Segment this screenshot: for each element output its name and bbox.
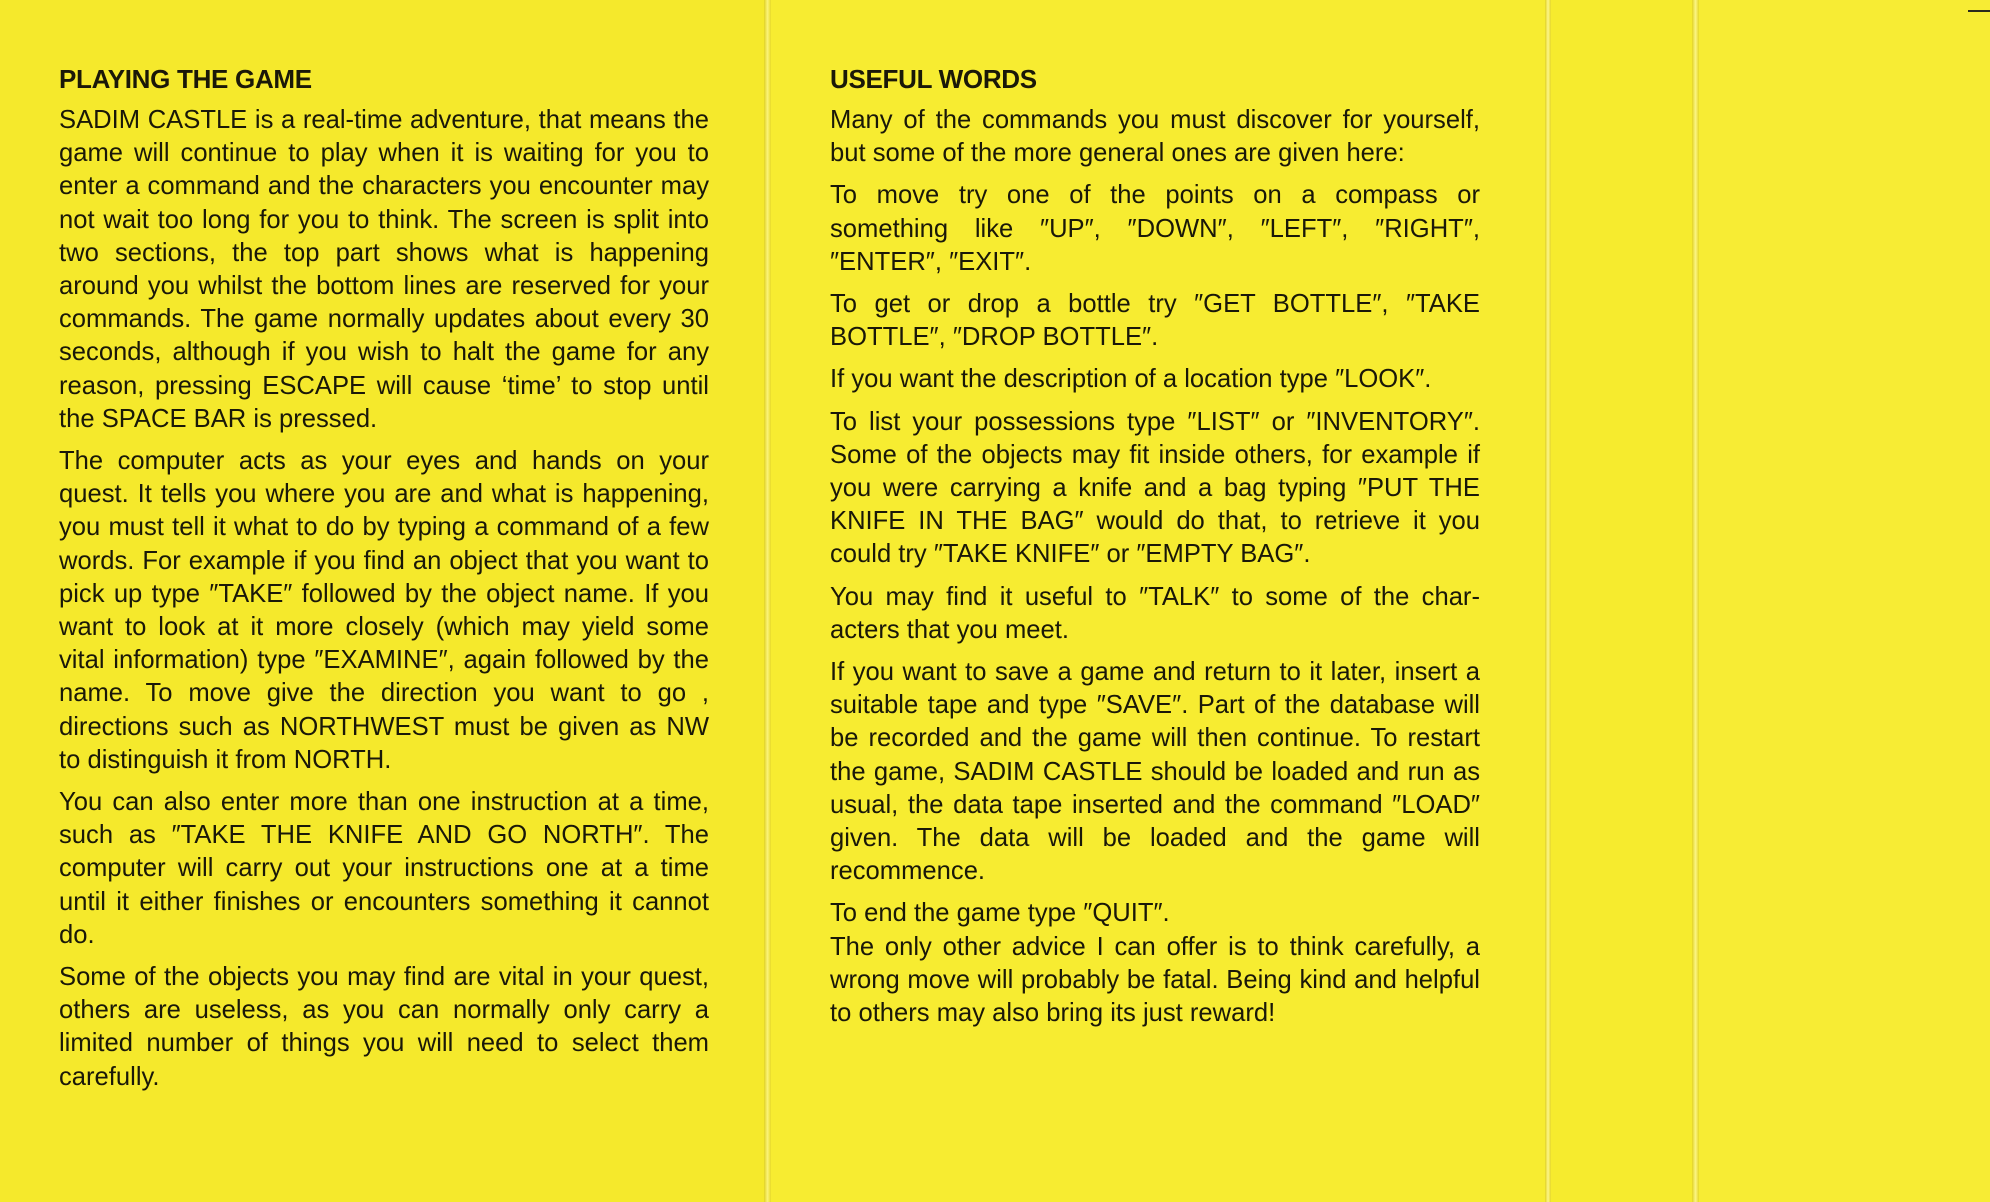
inlay-flap-panel bbox=[1698, 0, 1990, 1202]
paragraph: If you want to save a game and return to it later, insert a suitable tape and type ″SAVE″. Part of the database will be recorded and the game will then continue. To restart the game, SADIM CASTLE should be loaded and run as usual, the data tape inserted and the command ″LOAD″ given. The data will be loaded and the game will recommence. bbox=[830, 658, 1480, 886]
paragraph: The computer acts as your eyes and hands on your quest. It tells you where you are and what is happening, you must tell it what to do by typing a command of a few words. For example if you find an object that you want to pick up type ″TAKE″ followed by the object name. If you want to look at it more closely (which may yield some vital information) type ″EXAMINE″, again followed by the name. To move give the direction you want to go , directions such as NORTHWEST must be given as NW to distinguish it from NORTH. bbox=[59, 447, 709, 774]
fold-crease bbox=[764, 0, 771, 1202]
paragraph: You may find it useful to ″TALK″ to some of the characters that you meet. bbox=[830, 582, 1480, 644]
paragraph: SADIM CASTLE is a real-time adventure, that means the game will continue to play when it is waiting for you to enter a command and the characters you encounter may not wait too long for you to think. The screen is split into two sections, the top part shows what is happening around you whilst the bottom lines are reserved for your commands. The game normally updates about every 30 seconds, although if you wish to halt the game for any reason, pressing ESCAPE will cause ‘time’ to stop until the SPACE BAR is pressed. bbox=[59, 106, 709, 433]
useful-words-section bbox=[830, 62, 1480, 1039]
paragraph: To move try one of the points on a compass or something like ″UP″, ″DOWN″, ″LEFT″, ″RIGHT″, ″ENTER″, ″EXIT″. bbox=[830, 181, 1480, 276]
fold-crease bbox=[1692, 0, 1699, 1202]
crop-mark bbox=[1968, 10, 1990, 12]
paragraph: You can also enter more than one instruction at a time, such as ″TAKE THE KNIFE AND GO NORTH″. The computer will carry out your instructions one at a time until it either finishes or encounters something it cannot do. bbox=[59, 788, 709, 949]
paragraph: Some of the objects you may find are vital in your quest, others are useless, as you can normally only carry a limited number of things you will need to select them carefully. bbox=[59, 963, 709, 1091]
inlay-spine-panel bbox=[1549, 0, 1693, 1202]
playing-the-game-section bbox=[59, 62, 709, 1103]
fold-crease bbox=[1545, 0, 1551, 1202]
paragraph: To list your possessions type ″LIST″ or ″INVENTORY″. Some of the objects may fit inside others, for example if you were carrying a knife and a bag typing ″PUT THE KNIFE IN THE BAG″ would do that, to retrieve it you could try ″TAKE KNIFE″ or ″EMPTY BAG″. bbox=[830, 407, 1480, 569]
paragraph: Many of the commands you must discover for yourself, but some of the more general ones are given here: bbox=[830, 106, 1480, 168]
paragraph: The only other advice I can offer is to think carefully, a wrong move will probably be fatal. Being kind and helpful to others may also bring its just reward! bbox=[830, 932, 1480, 1028]
paragraph: If you want the description of a location type ″LOOK″. bbox=[830, 365, 1432, 394]
paragraph: To end the game type ″QUIT″. bbox=[830, 899, 1170, 928]
section-heading: USEFUL WORDS bbox=[830, 64, 1037, 94]
paragraph: To get or drop a bottle try ″GET BOTTLE″, ″TAKE BOTTLE″, ″DROP BOTTLE″. bbox=[830, 290, 1480, 352]
section-heading: PLAYING THE GAME bbox=[59, 64, 312, 94]
